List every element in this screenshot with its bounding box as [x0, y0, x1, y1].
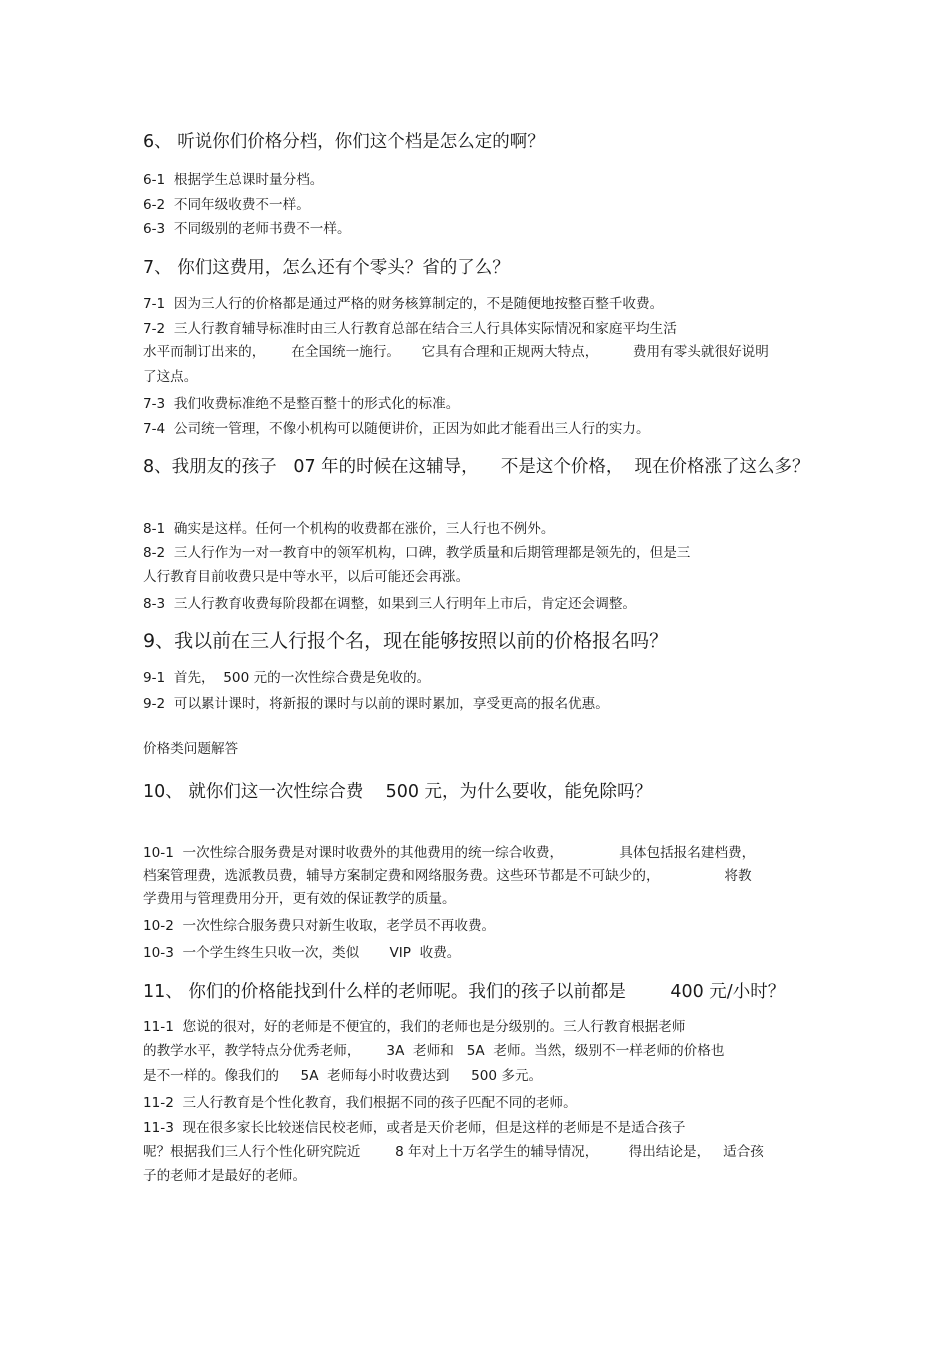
question-7-title: 7、 你们这费用，怎么还有个零头？省的了么？ [143, 258, 510, 278]
answer-7-3: 7-3 我们收费标准绝不是整百整十的形式化的标准。 [143, 396, 460, 412]
answer-8-3: 8-3 三人行教育收费每阶段都在调整，如果到三人行明年上市后，肯定还会调整。 [143, 596, 637, 612]
answer-7-2-line-2: 水平而制订出来的， 在全国统一施行。 它具有合理和正规两大特点， 费用有零头就很好说明 [143, 344, 769, 360]
question-8-title: 8、我朋友的孩子 07 年的时候在这辅导， 不是这个价格， 现在价格涨了这么多？ [143, 457, 810, 477]
answer-9-2: 9-2 可以累计课时，将新报的课时与以前的课时累加，享受更高的报名优惠。 [143, 696, 609, 712]
answer-6-3: 6-3 不同级别的老师书费不一样。 [143, 221, 351, 237]
answer-10-1-line-3: 学费用与管理费用分开，更有效的保证教学的质量。 [143, 891, 456, 907]
answer-10-3: 10-3 一个学生终生只收一次，类似 VIP 收费。 [143, 945, 461, 961]
answer-8-1: 8-1 确实是这样。任何一个机构的收费都在涨价，三人行也不例外。 [143, 521, 555, 537]
question-10-title: 10、 就你们这一次性综合费 500 元，为什么要收，能免除吗？ [143, 782, 653, 802]
answer-11-1-line-1: 11-1 您说的很对，好的老师是不便宜的，我们的老师也是分级别的。三人行教育根据老师 [143, 1019, 686, 1035]
answer-10-2: 10-2 一次性综合服务费只对新生收取，老学员不再收费。 [143, 918, 496, 934]
answer-11-1-line-3: 是不一样的。像我们的 5A 老师每小时收费达到 500 多元。 [143, 1068, 543, 1084]
answer-11-3-line-2: 呢？根据我们三人行个性化研究院近 8 年对上十万名学生的辅导情况， 得出结论是， 适合孩 [143, 1144, 764, 1160]
answer-7-2-line-3: 了这点。 [143, 369, 198, 385]
answer-7-2-line-1: 7-2 三人行教育辅导标准时由三人行教育总部在结合三人行具体实际情况和家庭平均生活 [143, 321, 677, 337]
answer-6-1: 6-1 根据学生总课时量分档。 [143, 172, 324, 188]
question-9-title: 9、我以前在三人行报个名，现在能够按照以前的价格报名吗？ [143, 630, 669, 652]
answer-10-1-line-2: 档案管理费，选派教员费，辅导方案制定费和网络服务费。这些环节都是不可缺少的， 将教 [143, 868, 752, 884]
answer-11-3-line-1: 11-3 现在很多家长比较迷信民校老师，或者是天价老师，但是这样的老师是不是适合孩子 [143, 1120, 686, 1136]
answer-7-4: 7-4 公司统一管理，不像小机构可以随便讲价，正因为如此才能看出三人行的实力。 [143, 421, 650, 437]
section-label: 价格类问题解答 [143, 741, 239, 757]
answer-11-1-line-2: 的教学水平，教学特点分优秀老师， 3A 老师和 5A 老师。当然，级别不一样老师的价格也 [143, 1043, 725, 1059]
answer-8-2-line-1: 8-2 三人行作为一对一教育中的领军机构，口碑，教学质量和后期管理都是领先的，但是三 [143, 545, 691, 561]
answer-8-2-line-2: 人行教育目前收费只是中等水平，以后可能还会再涨。 [143, 569, 470, 585]
answer-11-2: 11-2 三人行教育是个性化教育，我们根据不同的孩子匹配不同的老师。 [143, 1095, 577, 1111]
answer-9-1: 9-1 首先， 500 元的一次性综合费是免收的。 [143, 670, 431, 686]
question-11-title: 11、 你们的价格能找到什么样的老师呢。我们的孩子以前都是 400 元/小时？ [143, 982, 786, 1002]
answer-11-3-line-3: 子的老师才是最好的老师。 [143, 1168, 307, 1184]
answer-10-1-line-1: 10-1 一次性综合服务费是对课时收费外的其他费用的统一综合收费， 具体包括报名建档费， [143, 845, 756, 861]
question-6-title: 6、 听说你们价格分档，你们这个档是怎么定的啊？ [143, 132, 545, 152]
answer-7-1: 7-1 因为三人行的价格都是通过严格的财务核算制定的，不是随便地按整百整千收费。 [143, 296, 664, 312]
answer-6-2: 6-2 不同年级收费不一样。 [143, 197, 310, 213]
